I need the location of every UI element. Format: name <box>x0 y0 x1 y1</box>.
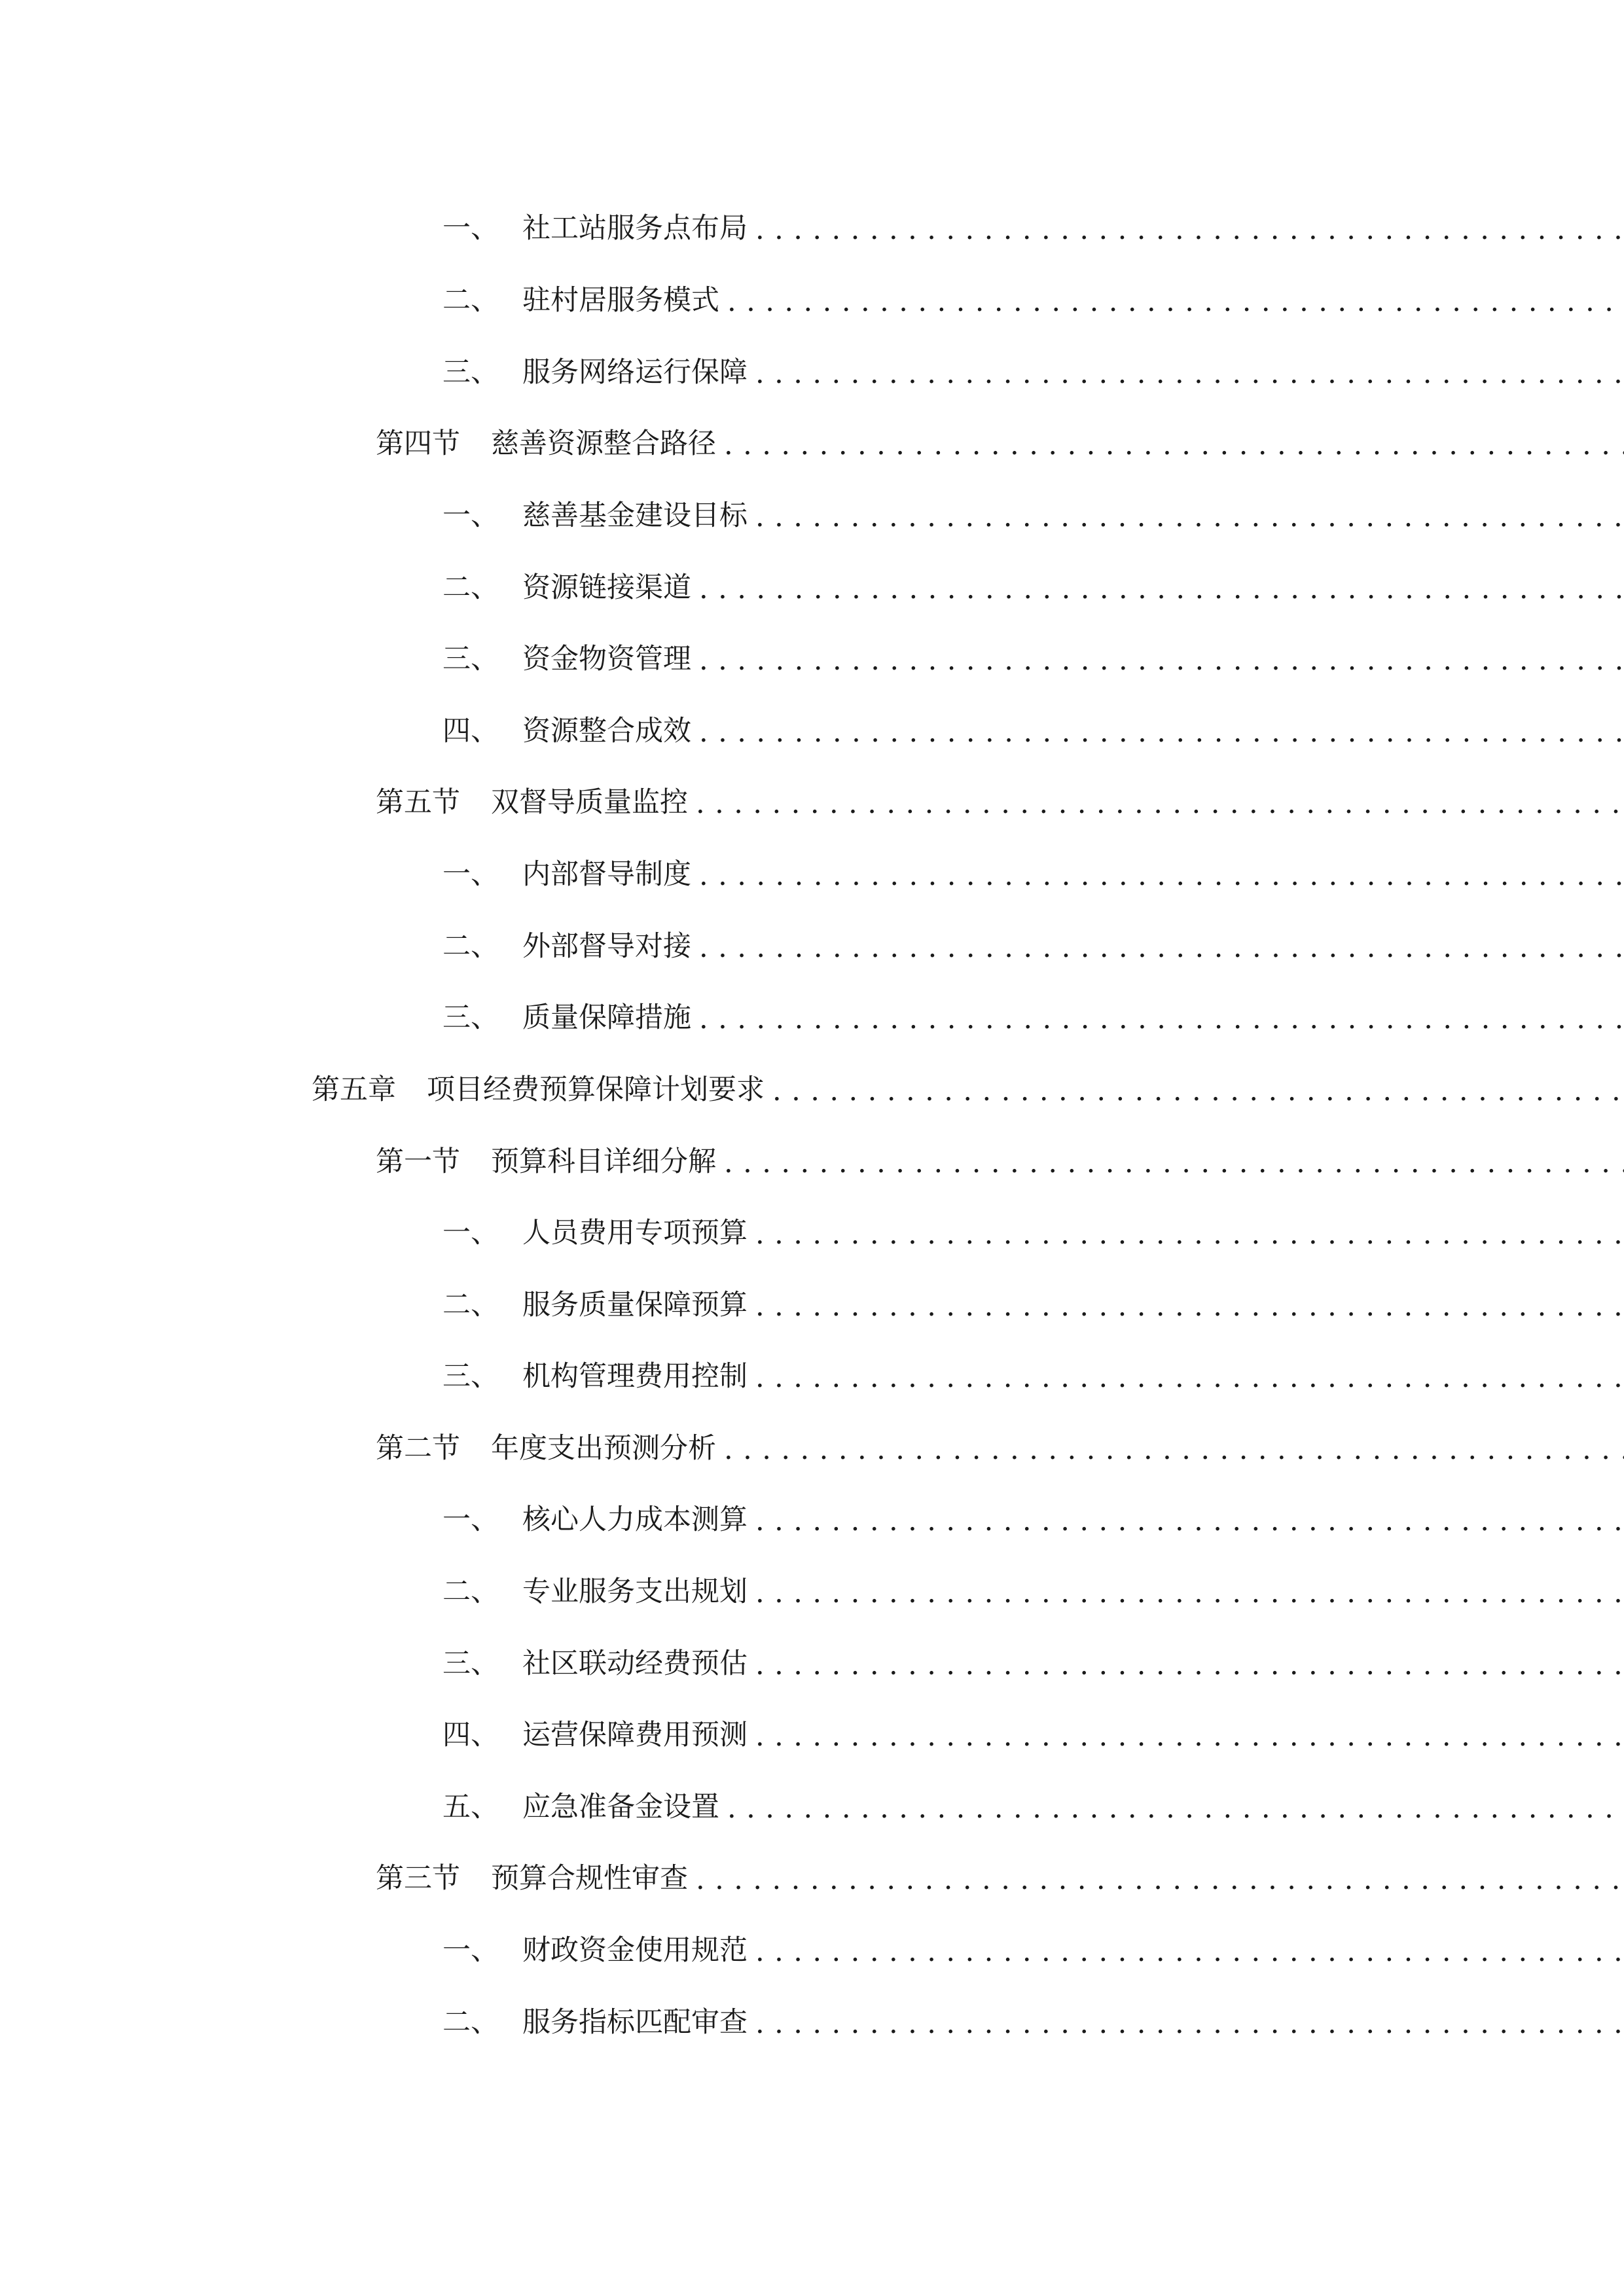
toc-entry-number: 二、 <box>442 1575 499 1608</box>
toc-entry-number: 第五章 <box>312 1073 396 1106</box>
dot-leader <box>755 1639 1624 1691</box>
toc-entry-title: 慈善资源整合路径 <box>491 427 716 460</box>
dot-leader <box>727 276 1624 328</box>
toc-entry-number: 四、 <box>442 715 499 747</box>
dot-leader <box>724 1424 1624 1476</box>
toc-entry-number: 一、 <box>442 1217 499 1249</box>
toc-entry[interactable] <box>0 1781 1624 1833</box>
toc-entry[interactable] <box>0 1996 1624 2049</box>
toc-entry-title: 核心人力成本测算 <box>522 1503 748 1536</box>
dot-leader <box>755 1926 1624 1978</box>
toc-entry[interactable] <box>0 705 1624 757</box>
toc-entry-title: 外部督导对接 <box>522 930 691 963</box>
toc-entry-title: 质量保障措施 <box>522 1001 691 1034</box>
toc-entry[interactable] <box>0 1494 1624 1546</box>
dot-leader <box>755 491 1624 543</box>
dot-leader <box>699 922 1624 974</box>
toc-entry-number: 三、 <box>442 1001 499 1034</box>
toc-entry-title: 资金物资管理 <box>522 643 691 675</box>
toc-entry[interactable] <box>0 1852 1624 1905</box>
toc-entry[interactable] <box>0 920 1624 973</box>
toc-entry[interactable] <box>0 1207 1624 1259</box>
toc-entry[interactable] <box>0 776 1624 829</box>
dot-leader <box>699 993 1624 1045</box>
toc-entry[interactable] <box>0 274 1624 327</box>
dot-leader <box>699 634 1624 687</box>
dot-leader <box>755 348 1624 400</box>
toc-entry-number: 第一节 <box>376 1145 460 1178</box>
toc-entry-number: 一、 <box>442 499 499 532</box>
toc-entry-title: 服务网络运行保障 <box>522 356 748 389</box>
toc-entry-number: 一、 <box>442 858 499 891</box>
toc-entry-number: 二、 <box>442 284 499 317</box>
dot-leader <box>755 1998 1624 2050</box>
toc-entry-title: 项目经费预算保障计划要求 <box>427 1073 765 1106</box>
toc-entry-title: 资源整合成效 <box>522 715 691 747</box>
dot-leader <box>755 1208 1624 1261</box>
toc-entry-number: 五、 <box>442 1791 499 1823</box>
toc-entry-number: 第四节 <box>376 427 460 460</box>
dot-leader <box>755 204 1624 256</box>
toc-entry[interactable] <box>0 1638 1624 1690</box>
dot-leader <box>755 1495 1624 1547</box>
toc-entry[interactable] <box>0 1279 1624 1331</box>
dot-leader <box>696 778 1624 830</box>
toc-entry-title: 慈善基金建设目标 <box>522 499 748 532</box>
toc-entry-title: 专业服务支出规划 <box>522 1575 748 1608</box>
toc-entry-title: 财政资金使用规范 <box>522 1934 748 1967</box>
dot-leader <box>724 1137 1624 1189</box>
dot-leader <box>755 1567 1624 1619</box>
dot-leader <box>699 850 1624 902</box>
toc-entry[interactable] <box>0 202 1624 255</box>
toc-entry-number: 三、 <box>442 643 499 675</box>
toc-entry[interactable] <box>0 562 1624 614</box>
toc-entry-title: 预算科目详细分解 <box>491 1145 716 1178</box>
toc-entry[interactable] <box>0 1136 1624 1188</box>
toc-entry-number: 一、 <box>442 1503 499 1536</box>
toc-entry-number: 二、 <box>442 1289 499 1321</box>
toc-entry[interactable] <box>0 1064 1624 1116</box>
toc-entry-number: 第五节 <box>376 786 460 819</box>
toc-entry-title: 内部督导制度 <box>522 858 691 891</box>
toc-entry-number: 三、 <box>442 1360 499 1393</box>
toc-entry-title: 资源链接渠道 <box>522 571 691 604</box>
toc-entry[interactable] <box>0 992 1624 1044</box>
dot-leader <box>699 563 1624 615</box>
toc-entry-title: 双督导质量监控 <box>491 786 688 819</box>
toc-entry[interactable] <box>0 418 1624 470</box>
toc-entry[interactable] <box>0 346 1624 399</box>
toc-entry-title: 预算合规性审查 <box>491 1862 688 1895</box>
toc-entry[interactable] <box>0 1709 1624 1761</box>
toc-entry-title: 机构管理费用控制 <box>522 1360 748 1393</box>
toc-entry[interactable] <box>0 848 1624 901</box>
toc-entry[interactable] <box>0 1924 1624 1977</box>
toc-entry-number: 三、 <box>442 1647 499 1680</box>
toc-entry-title: 运营保障费用预测 <box>522 1719 748 1751</box>
dot-leader <box>724 419 1624 471</box>
toc-entry[interactable] <box>0 1350 1624 1403</box>
toc-entry-number: 第二节 <box>376 1432 460 1465</box>
toc-entry[interactable] <box>0 633 1624 685</box>
toc-entry-number: 一、 <box>442 212 499 245</box>
dot-leader <box>755 1352 1624 1404</box>
toc-entry-number: 四、 <box>442 1719 499 1751</box>
toc-entry-title: 应急准备金设置 <box>522 1791 719 1823</box>
toc-entry-number: 三、 <box>442 356 499 389</box>
dot-leader <box>755 1280 1624 1333</box>
toc-entry[interactable] <box>0 1422 1624 1475</box>
toc-entry-title: 社区联动经费预估 <box>522 1647 748 1680</box>
toc-entry-title: 社工站服务点布局 <box>522 212 748 245</box>
dot-leader <box>696 1854 1624 1906</box>
dot-leader <box>727 1782 1624 1835</box>
toc-entry[interactable] <box>0 490 1624 542</box>
toc-entry-number: 二、 <box>442 930 499 963</box>
toc-entry-number: 一、 <box>442 1934 499 1967</box>
toc-entry-number: 二、 <box>442 2006 499 2039</box>
toc-entry-title: 服务质量保障预算 <box>522 1289 748 1321</box>
toc-entry-number: 二、 <box>442 571 499 604</box>
toc-entry-title: 驻村居服务模式 <box>522 284 719 317</box>
toc-entry[interactable] <box>0 1566 1624 1618</box>
toc-entry-title: 服务指标匹配审查 <box>522 2006 748 2039</box>
dot-leader <box>699 706 1624 759</box>
toc-entry-title: 人员费用专项预算 <box>522 1217 748 1249</box>
dot-leader <box>772 1065 1624 1117</box>
toc-entry-number: 第三节 <box>376 1862 460 1895</box>
dot-leader <box>755 1710 1624 1763</box>
toc-entry-title: 年度支出预测分析 <box>491 1432 716 1465</box>
